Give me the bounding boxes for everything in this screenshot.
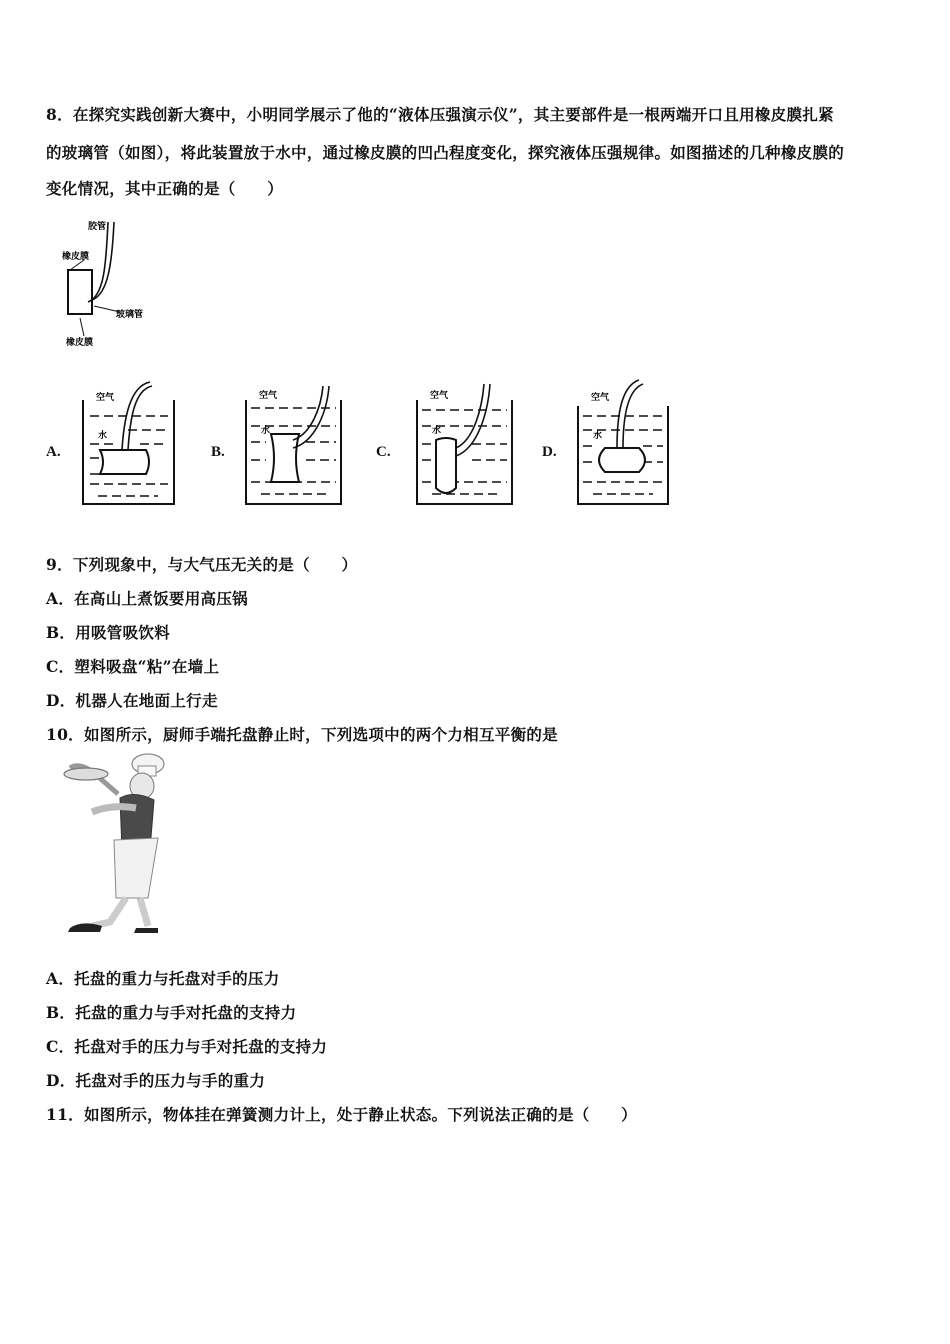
q8-option-c-label[interactable]: C. xyxy=(376,444,391,460)
label-water: 水 xyxy=(98,431,108,441)
q8-option-b-figure[interactable] xyxy=(241,378,346,508)
label-air: 空气 xyxy=(96,393,115,403)
q9-option-b[interactable]: B．用吸管吸饮料 xyxy=(46,623,171,642)
q8-device-figure xyxy=(60,214,170,354)
q8-option-a-label[interactable]: A. xyxy=(46,444,61,460)
q8-option-b-label[interactable]: B. xyxy=(211,444,225,460)
svg-text:水: 水 xyxy=(432,426,442,436)
svg-text:空气: 空气 xyxy=(430,391,449,401)
svg-text:空气: 空气 xyxy=(259,391,278,401)
glass-tube xyxy=(68,270,92,314)
svg-text:水: 水 xyxy=(593,431,603,441)
label-glass-tube: 玻璃管 xyxy=(116,310,144,320)
q8-stem-line3: 变化情况，其中正确的是（ ） xyxy=(46,179,284,198)
q9-option-d[interactable]: D．机器人在地面上行走 xyxy=(46,691,218,710)
q10-stem: 10．如图所示，厨师手端托盘静止时，下列选项中的两个力相互平衡的是 xyxy=(46,725,558,744)
tube-a xyxy=(100,450,149,474)
q11-stem: 11．如图所示，物体挂在弹簧测力计上，处于静止状态。下列说法正确的是（ ） xyxy=(46,1105,637,1124)
q8-option-a-figure[interactable] xyxy=(78,378,178,508)
q10-option-d[interactable]: D．托盘对手的压力与手的重力 xyxy=(46,1071,266,1090)
q9-option-a[interactable]: A．在高山上煮饭要用高压锅 xyxy=(46,589,248,608)
q8-option-d-label[interactable]: D. xyxy=(542,444,557,460)
label-membrane-top: 橡皮膜 xyxy=(62,252,90,262)
tray xyxy=(64,768,108,780)
q8-stem-line1: 8．在探究实践创新大赛中，小明同学展示了他的“液体压强演示仪”，其主要部件是一根两端开口且用橡皮膜扎紧 xyxy=(46,105,834,124)
q10-option-c[interactable]: C．托盘对手的压力与手对托盘的支持力 xyxy=(46,1037,328,1056)
tube-c xyxy=(436,438,456,493)
q9-option-c[interactable]: C．塑料吸盘“粘”在墙上 xyxy=(46,657,220,676)
tube-b xyxy=(271,434,299,482)
q9-stem: 9．下列现象中，与大气压无关的是（ ） xyxy=(46,555,358,574)
q10-option-a[interactable]: A．托盘的重力与托盘对手的压力 xyxy=(46,969,280,988)
label-hose: 胶管 xyxy=(88,222,107,232)
svg-text:空气: 空气 xyxy=(591,393,610,403)
q10-option-b[interactable]: B．托盘的重力与手对托盘的支持力 xyxy=(46,1003,297,1022)
q8-option-c-figure[interactable] xyxy=(412,378,517,508)
tube-d xyxy=(599,448,645,472)
hose xyxy=(92,222,114,300)
q8-stem-line2: 的玻璃管（如图），将此装置放于水中，通过橡皮膜的凹凸程度变化，探究液体压强规律。如图描述的几种橡皮膜的 xyxy=(46,143,845,162)
svg-text:水: 水 xyxy=(261,426,271,436)
chef-figure xyxy=(62,750,182,936)
label-membrane-bottom: 橡皮膜 xyxy=(66,338,94,348)
q8-option-d-figure[interactable] xyxy=(573,376,673,508)
